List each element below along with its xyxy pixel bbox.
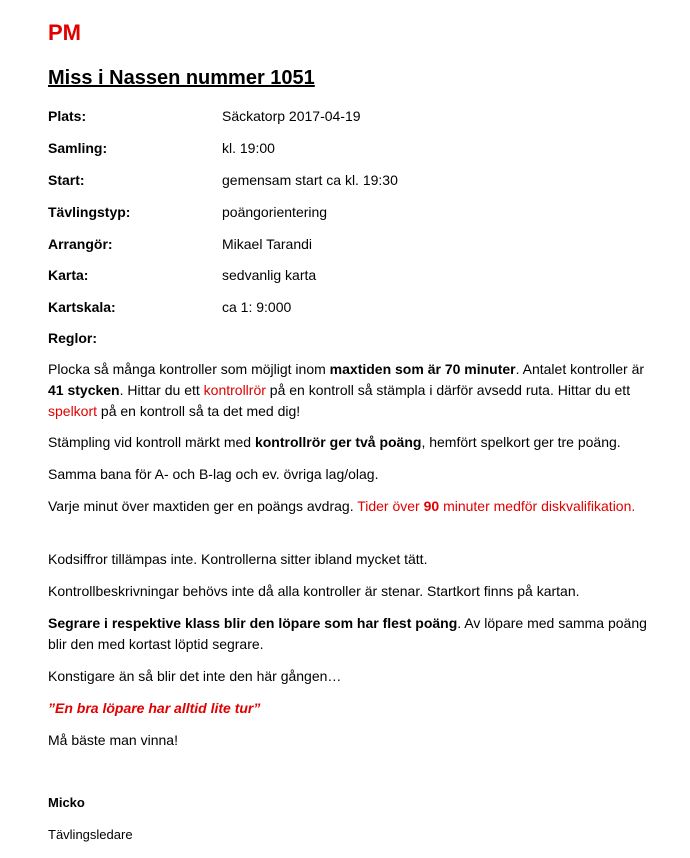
info-label: Kartskala: [48,299,116,315]
rules-paragraph-5: Kodsiffror tillämpas inte. Kontrollerna sitter ibland mycket tätt. [48,551,428,567]
text-span: Plocka så många kontroller som möjligt inom [48,361,330,377]
text-span: på en kontroll så ta det med dig! [97,403,301,419]
text-span: , hemfört spelkort ger tre poäng. [421,434,621,450]
info-label: Start: [48,172,85,188]
text-span: 41 stycken [48,382,120,398]
rules-paragraph-4 [48,496,658,517]
rules-paragraph-7 [48,613,658,655]
info-value: gemensam start ca kl. 19:30 [222,172,398,188]
document-title: Miss i Nassen nummer 1051 [48,67,315,89]
text-span: kontrollrör [203,382,266,398]
info-value: ca 1: 9:000 [222,299,292,315]
signature-name: Micko [48,795,85,810]
text-span: på en kontroll så stämpla i därför avsedd ruta. Hittar du ett [265,382,631,398]
closing-line: Må bäste man vinna! [48,732,178,748]
info-label: Tävlingstyp: [48,204,131,220]
text-span: Tider över [357,498,424,514]
text-span: . Av löpare med samma poäng blir den med kortast löptid segrare. [48,615,647,652]
rules-paragraph-8: Konstigare än så blir det inte den här gången… [48,668,342,684]
text-span: Segrare i respektive klass blir den löpare som har flest poäng [48,615,458,631]
rules-paragraph-1 [48,359,658,422]
info-value: Mikael Tarandi [222,236,313,252]
text-span: spelkort [48,403,98,419]
info-label: Arrangör: [48,236,113,252]
info-label: Plats: [48,108,87,124]
text-span: kontrollrör ger två poäng [254,434,422,450]
text-span: . Antalet kontroller är [515,361,645,377]
text-span: . Hittar du ett [119,382,204,398]
info-value: poängorientering [222,204,328,220]
info-label: Karta: [48,267,89,283]
text-span: maxtiden som är 70 minuter [329,361,516,377]
text-span: Stämpling vid kontroll märkt med [48,434,255,450]
signature-role: Tävlingsledare [48,827,133,842]
info-value: Säckatorp 2017-04-19 [222,108,361,124]
rules-paragraph-2 [48,432,658,453]
text-span: minuter medför diskvalifikation. [439,498,636,514]
info-label: Samling: [48,140,108,156]
info-value: sedvanlig karta [222,267,317,283]
text-span: 90 [423,498,440,514]
pm-heading: PM [48,20,81,45]
rules-paragraph-6: Kontrollbeskrivningar behövs inte då alla kontroller är stenar. Startkort finns på kartan. [48,583,580,599]
rules-paragraph-3: Samma bana för A- och B-lag och ev. övriga lag/olag. [48,466,379,482]
quote: ”En bra löpare har alltid lite tur” [48,700,261,716]
rules-heading: Reglor: [48,330,97,346]
info-value: kl. 19:00 [222,140,275,156]
text-span: Varje minut över maxtiden ger en poängs avdrag. [48,498,358,514]
